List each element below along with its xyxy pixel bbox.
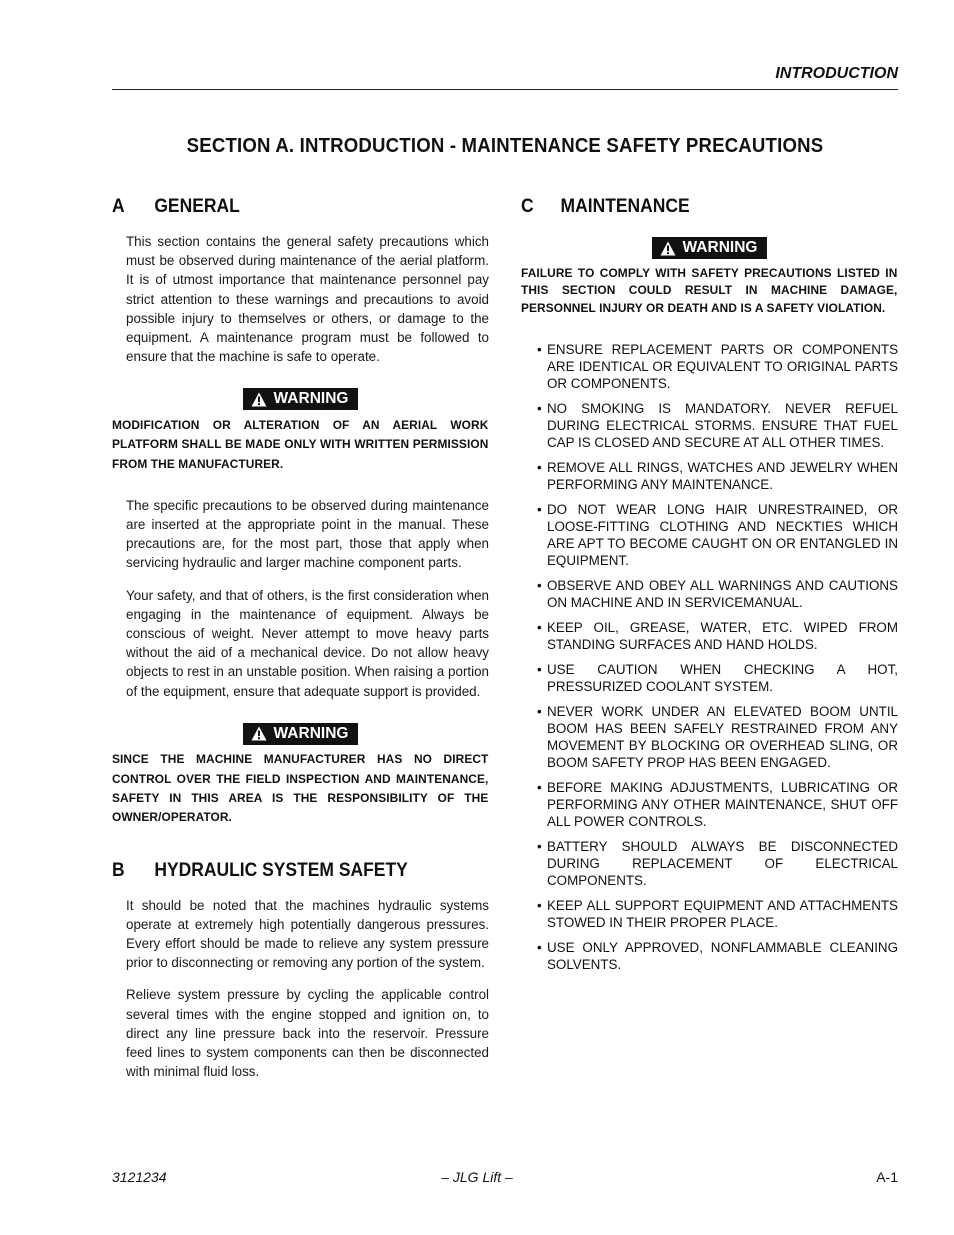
warning-badge: [243, 388, 359, 410]
section-b-letter: B: [112, 859, 125, 881]
list-item: • REMOVE ALL RINGS, WATCHES AND JEWELRY WHEN PERFORMING ANY MAINTENANCE.: [538, 459, 898, 493]
list-item: • NEVER WORK UNDER AN ELEVATED BOOM UNTIL BOOM HAS BEEN SAFELY RESTRAINED FROM ANY MOVEMENT BY BLOCKING OR OVERHEAD SLING, OR BOOM SAFETY PROP HAS BEEN ENGAGED.: [538, 703, 898, 771]
general-paragraph-3: Your safety, and that of others, is the first consideration when engaging in the maintenance of equipment. Always be conscious of weight. Never attempt to move heavy parts without the aid of a mechanical device. Do not allow heavy objects to rest in an unstable position. When raising a portion of the equipment, ensure that adequate support is provided.: [126, 587, 489, 699]
section-b-heading: [112, 858, 459, 884]
footer-publisher: – JLG Lift –: [441, 1169, 513, 1185]
list-item: • NO SMOKING IS MANDATORY. NEVER REFUEL DURING ELECTRICAL STORMS. ENSURE THAT FUEL CAP IS CLOSED AND SECURE AT ALL OTHER TIMES.: [538, 400, 898, 451]
chapter-label: INTRODUCTION: [775, 65, 898, 82]
warning-triangle-icon: [251, 392, 267, 407]
warning-triangle-icon: [251, 726, 267, 741]
hydraulic-paragraph-1: It should be noted that the machines hydraulic systems operate at extremely high potentially dangerous pressures. Every effort should be made to relieve any system pressure prior to disconnecting or removing any portion of the system.: [126, 897, 489, 971]
hydraulic-paragraph-2: Relieve system pressure by cycling the applicable control several times with the engine stopped and ignition on, to direct any line pressure back into the reservoir. Pressure feed lines to system components can then be disconnected with minimal fluid loss.: [126, 987, 489, 1080]
warning-triangle-icon: [660, 241, 676, 256]
list-item: • BATTERY SHOULD ALWAYS BE DISCONNECTED DURING REPLACEMENT OF ELECTRICAL COMPONENTS.: [538, 838, 898, 889]
section-c-title: MAINTENANCE: [560, 196, 690, 217]
general-paragraph-1: This section contains the general safety precautions which must be observed during maintenance of the aerial platform. It is of utmost importance that maintenance personnel pay strict attention to these warnings and precautions to avoid possible injury to themselves or others, or damage to the equipment. A maintenance program must be followed to ensure that the machine is safe to operate.: [126, 234, 489, 365]
warning-label: WARNING: [273, 724, 349, 742]
list-item: • KEEP ALL SUPPORT EQUIPMENT AND ATTACHMENTS STOWED IN THEIR PROPER PLACE.: [538, 897, 898, 931]
maintenance-bullet-list: [538, 341, 898, 973]
warning-badge: [243, 723, 359, 745]
right-column: [521, 194, 898, 981]
list-item: • BEFORE MAKING ADJUSTMENTS, LUBRICATING OR PERFORMING ANY OTHER MAINTENANCE, SHUT OFF ALL POWER CONTROLS.: [538, 779, 898, 830]
warning-label: WARNING: [273, 390, 349, 408]
warning-text-3: FAILURE TO COMPLY WITH SAFETY PRECAUTIONS LISTED IN THIS SECTION COULD RESULT IN MACHINE DAMAGE, PERSONNEL INJURY OR DEATH AND IS A SAFETY VIOLATION.: [521, 265, 898, 315]
warning-text-2: SINCE THE MACHINE MANUFACTURER HAS NO DIRECT CONTROL OVER THE FIELD INSPECTION AND MAINTENANCE, SAFETY IN THIS AREA IS THE RESPONSIBILITY OF THE OWNER/OPERATOR.: [112, 752, 489, 825]
section-c-heading: [521, 194, 868, 220]
section-a-heading: [112, 194, 459, 220]
general-paragraph-2: The specific precautions to be observed during maintenance are inserted at the appropriate point in the manual. These precautions are, for the most part, those that apply when servicing hydraulic and larger machine component parts.: [126, 497, 489, 571]
section-c-letter: C: [521, 196, 534, 217]
warning-box-2: [112, 723, 489, 747]
list-item: • ENSURE REPLACEMENT PARTS OR COMPONENTS ARE IDENTICAL OR EQUIVALENT TO ORIGINAL PARTS OR COMPONENTS.: [538, 341, 898, 392]
warning-box-1: [112, 388, 489, 412]
warning-label: WARNING: [682, 239, 758, 256]
section-a-title: GENERAL: [154, 196, 240, 217]
warning-box-3: [521, 237, 898, 261]
list-item: • OBSERVE AND OBEY ALL WARNINGS AND CAUTIONS ON MACHINE AND IN SERVICEMANUAL.: [538, 577, 898, 611]
section-b-title: HYDRAULIC SYSTEM SAFETY: [154, 859, 408, 881]
page-title: SECTION A. INTRODUCTION - MAINTENANCE SAFETY PRECAUTIONS: [186, 135, 824, 157]
footer-doc-number: 3121234: [112, 1169, 167, 1185]
left-column: [112, 194, 489, 1081]
warning-text-1: MODIFICATION OR ALTERATION OF AN AERIAL WORK PLATFORM SHALL BE MADE ONLY WITH WRITTEN PERMISSION FROM THE MANUFACTURER.: [112, 417, 489, 471]
list-item: • DO NOT WEAR LONG HAIR UNRESTRAINED, OR LOOSE-FITTING CLOTHING AND NECKTIES WHICH ARE APT TO BECOME CAUGHT ON OR ENTANGLED IN EQUIPMENT.: [538, 501, 898, 569]
list-item: • USE CAUTION WHEN CHECKING A HOT, PRESSURIZED COOLANT SYSTEM.: [538, 661, 898, 695]
warning-badge: [652, 237, 768, 259]
list-item: • KEEP OIL, GREASE, WATER, ETC. WIPED FROM STANDING SURFACES AND HAND HOLDS.: [538, 619, 898, 653]
section-a-letter: A: [112, 196, 125, 217]
running-header: [112, 64, 898, 90]
footer-page-number: A-1: [876, 1169, 898, 1185]
list-item: • USE ONLY APPROVED, NONFLAMMABLE CLEANING SOLVENTS.: [538, 939, 898, 973]
